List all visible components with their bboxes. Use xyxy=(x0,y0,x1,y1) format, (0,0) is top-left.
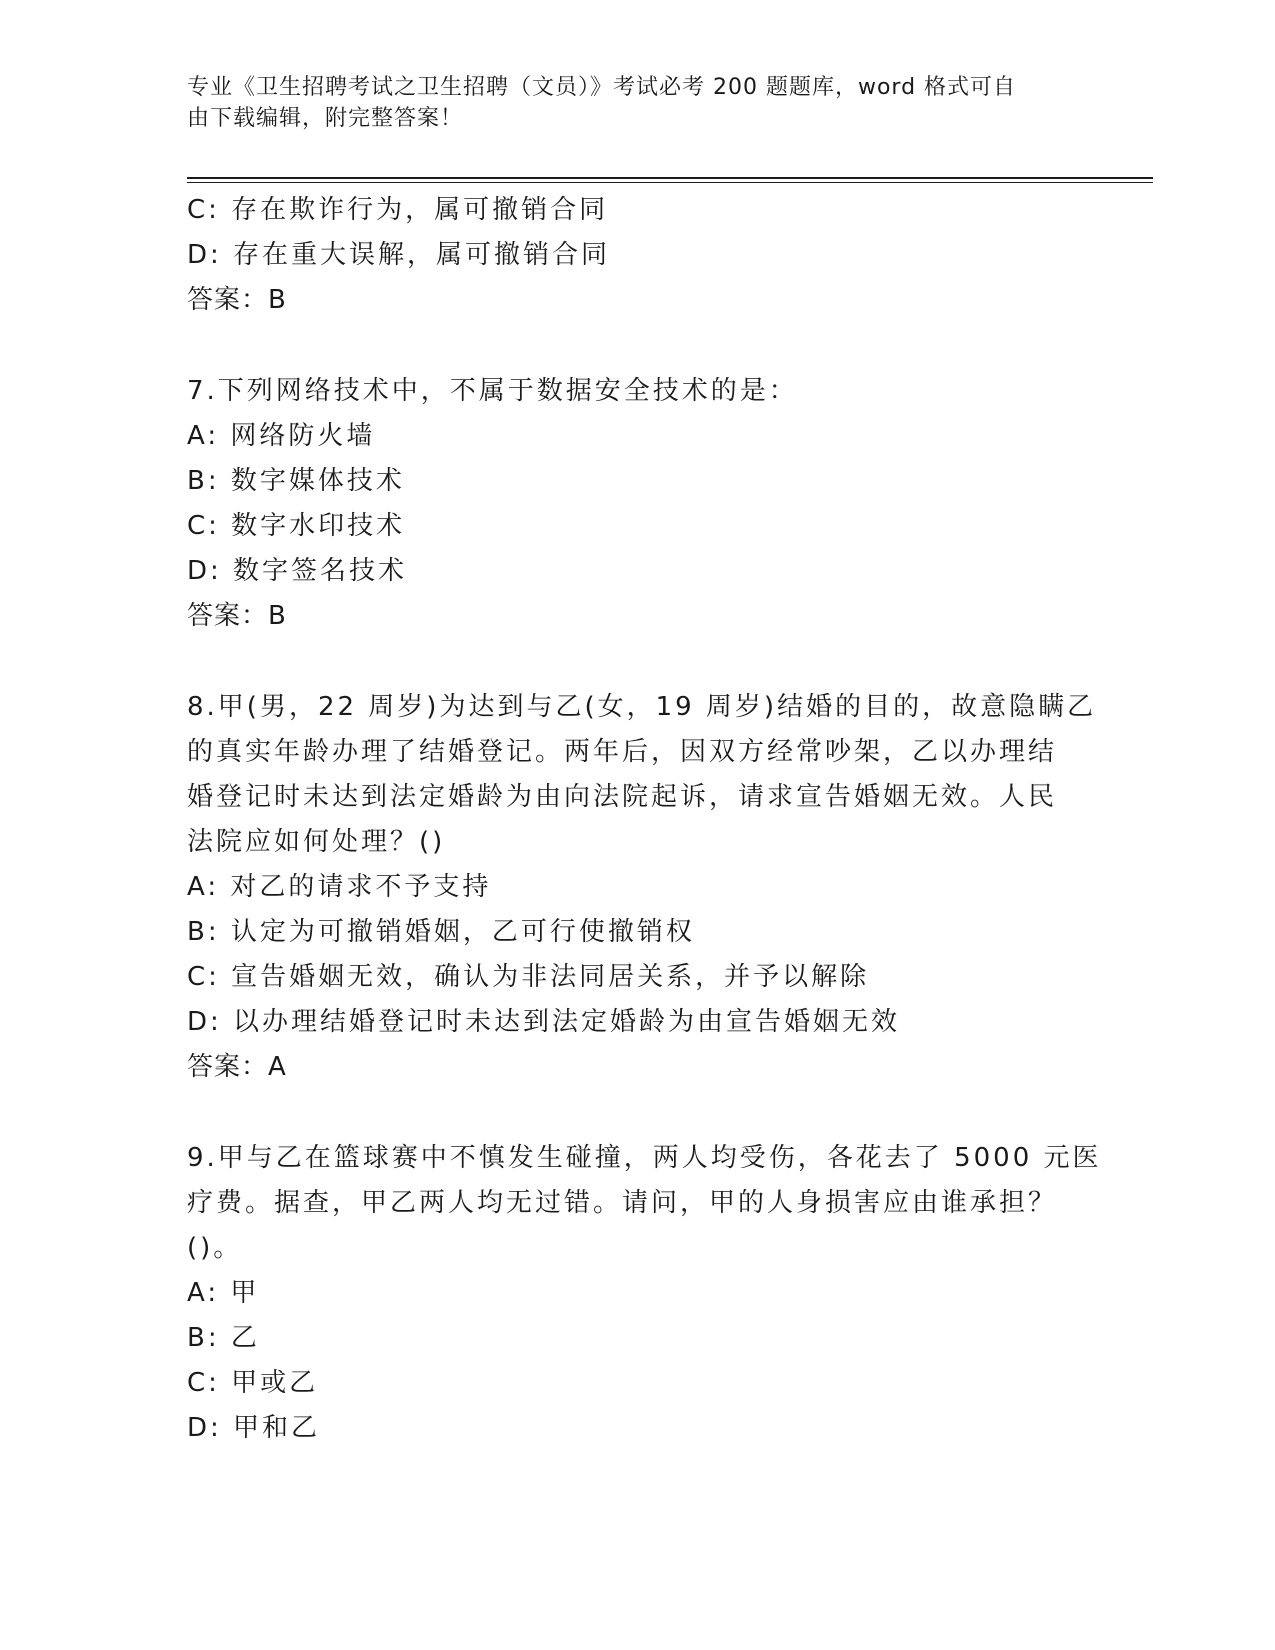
q8-question-line-1: 8.甲(男，22 周岁)为达到与乙(女，19 周岁)结婚的目的，故意隐瞒乙 xyxy=(187,692,1097,722)
q8-option-d: D: 以办理结婚登记时未达到法定婚龄为由宣告婚姻无效 xyxy=(187,1007,901,1037)
q9-option-b: B: 乙 xyxy=(187,1323,260,1353)
q8-option-a: A: 对乙的请求不予支持 xyxy=(187,872,492,902)
q8-answer: 答案：A xyxy=(187,1052,287,1082)
q6-option-d: D: 存在重大误解，属可撤销合同 xyxy=(187,240,611,270)
q7-question: 7.下列网络技术中，不属于数据安全技术的是： xyxy=(187,376,798,406)
q7-option-a: A: 网络防火墙 xyxy=(187,421,376,451)
header-divider-thin xyxy=(187,182,1153,183)
document-header xyxy=(187,72,1067,134)
spacer xyxy=(187,323,1087,369)
spacer xyxy=(187,639,1087,685)
q9-question-line-2: 疗费。据查，甲乙两人均无过错。请问，甲的人身损害应由谁承担？ xyxy=(187,1188,1058,1218)
q9-question-line-3: ()。 xyxy=(187,1233,243,1263)
header-title-line-2: 由下载编辑，附完整答案！ xyxy=(187,106,464,131)
q6-answer: 答案：B xyxy=(187,285,287,315)
header-divider-thick xyxy=(187,177,1153,179)
question-list xyxy=(187,188,1102,1451)
question-9 xyxy=(187,1136,1102,1451)
q9-option-c: C: 甲或乙 xyxy=(187,1368,319,1398)
q7-option-b: B: 数字媒体技术 xyxy=(187,466,405,496)
q9-option-a: A: 甲 xyxy=(187,1278,260,1308)
spacer xyxy=(187,1090,1087,1136)
q8-question-line-4: 法院应如何处理？() xyxy=(187,827,446,857)
q8-option-b: B: 认定为可撤销婚姻，乙可行使撤销权 xyxy=(187,917,695,947)
q8-question-line-2: 的真实年龄办理了结婚登记。两年后，因双方经常吵架，乙以办理结 xyxy=(187,737,1058,767)
q7-answer: 答案：B xyxy=(187,601,287,631)
q8-question-line-3: 婚登记时未达到法定婚龄为由向法院起诉，请求宣告婚姻无效。人民 xyxy=(187,782,1058,812)
q9-question-line-1: 9.甲与乙在篮球赛中不慎发生碰撞，两人均受伤，各花去了 5000 元医 xyxy=(187,1143,1102,1173)
q7-option-c: C: 数字水印技术 xyxy=(187,511,406,541)
question-8 xyxy=(187,685,1097,1090)
question-7 xyxy=(187,369,1087,639)
question-6-tail xyxy=(187,188,1087,323)
q8-option-c: C: 宣告婚姻无效，确认为非法同居关系，并予以解除 xyxy=(187,962,870,992)
q6-option-c: C: 存在欺诈行为，属可撤销合同 xyxy=(187,195,609,225)
q7-option-d: D: 数字签名技术 xyxy=(187,556,408,586)
header-title-line-1: 专业《卫生招聘考试之卫生招聘（文员）》考试必考 200 题题库，word 格式可自 xyxy=(187,75,1017,100)
q9-option-d: D: 甲和乙 xyxy=(187,1413,321,1443)
